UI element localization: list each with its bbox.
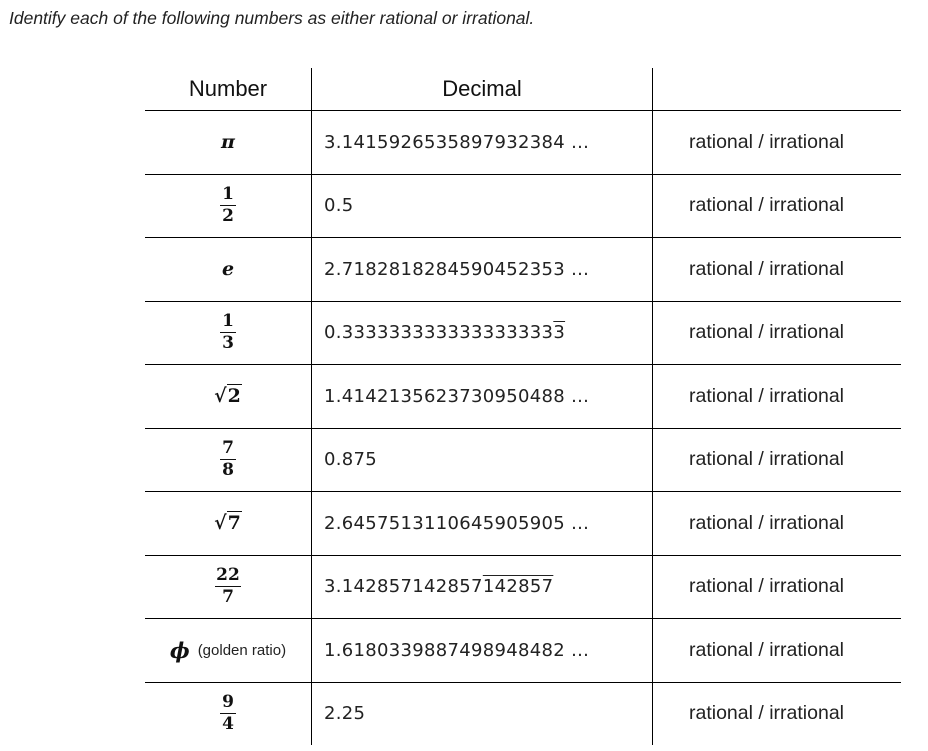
rational-irrational-choice[interactable]: rational / irrational (689, 511, 844, 534)
fraction-denominator: 7 (222, 587, 234, 608)
fraction-denominator: 3 (222, 333, 234, 354)
decimal-value: 0.5 (324, 195, 354, 217)
decimal-cell (311, 683, 653, 746)
fraction-denominator: 8 (222, 460, 234, 481)
decimal-value: 3.1415926535897932384 ... (324, 131, 590, 153)
radical-sign: √ (214, 385, 227, 408)
table-row (145, 555, 901, 619)
golden-ratio-note: (golden ratio) (197, 641, 287, 659)
square-root (214, 385, 242, 407)
radicand: 2 (227, 385, 241, 408)
choice-cell (653, 492, 901, 555)
table-header-row (145, 68, 901, 110)
fraction (220, 693, 236, 734)
number-cell (145, 365, 311, 428)
decimal-value: 1.4142135623730950488 ... (324, 385, 590, 407)
header-number: Number (188, 76, 268, 101)
repeating-digits: 3 (553, 322, 566, 344)
decimal-cell (311, 492, 653, 555)
header-number-cell (145, 68, 311, 110)
radicand: 7 (227, 512, 241, 535)
number-pi: π (221, 131, 235, 154)
table-row (145, 491, 901, 555)
number-cell (145, 111, 311, 174)
number-cell (145, 238, 311, 301)
decimal-cell (311, 302, 653, 365)
table-row (145, 364, 901, 428)
fraction-numerator: 1 (222, 184, 234, 205)
rational-irrational-choice[interactable]: rational / irrational (689, 194, 844, 217)
table-row (145, 301, 901, 365)
choice-cell (653, 556, 901, 619)
rational-irrational-choice[interactable]: rational / irrational (689, 321, 844, 344)
decimal-value: 2.6457513110645905905 ... (324, 512, 590, 534)
table-row (145, 428, 901, 492)
repeating-digits: 142857 (482, 576, 554, 598)
table-row (145, 110, 901, 174)
fraction-numerator: 22 (216, 565, 240, 586)
decimal-prefix: 0.333333333333333333 (324, 322, 554, 344)
decimal-value: 2.25 (324, 703, 366, 725)
choice-cell (653, 683, 901, 746)
rational-irrational-choice[interactable]: rational / irrational (689, 257, 844, 280)
number-cell (145, 429, 311, 492)
rational-irrational-choice[interactable]: rational / irrational (689, 384, 844, 407)
choice-cell (653, 619, 901, 682)
number-cell (145, 556, 311, 619)
rational-irrational-choice[interactable]: rational / irrational (689, 702, 844, 725)
rational-irrational-choice[interactable]: rational / irrational (689, 575, 844, 598)
rational-irrational-choice[interactable]: rational / irrational (689, 130, 844, 153)
number-cell (145, 492, 311, 555)
decimal-cell (311, 619, 653, 682)
decimal-cell (311, 365, 653, 428)
rational-irrational-table (145, 68, 901, 745)
choice-cell (653, 302, 901, 365)
header-decimal-cell (311, 68, 653, 110)
rational-irrational-choice[interactable]: rational / irrational (689, 638, 844, 661)
choice-cell (653, 429, 901, 492)
choice-cell (653, 111, 901, 174)
table-row (145, 174, 901, 238)
header-choice-cell (653, 68, 901, 110)
square-root (214, 512, 242, 534)
table-row (145, 682, 901, 746)
number-e: e (221, 258, 235, 281)
decimal-cell (311, 175, 653, 238)
fraction (220, 312, 236, 353)
decimal-prefix: 3.142857142857 (324, 576, 483, 598)
number-cell (145, 302, 311, 365)
fraction (215, 566, 241, 607)
choice-cell (653, 238, 901, 301)
choice-cell (653, 175, 901, 238)
fraction-numerator: 1 (222, 311, 234, 332)
decimal-value (324, 322, 565, 343)
decimal-value: 0.875 (324, 449, 378, 471)
decimal-cell (311, 556, 653, 619)
decimal-value: 1.6180339887498948482 ... (324, 639, 590, 661)
decimal-cell (311, 238, 653, 301)
fraction (220, 439, 236, 480)
fraction-numerator: 7 (222, 438, 234, 459)
fraction (220, 185, 236, 226)
decimal-value (324, 576, 553, 597)
table-row (145, 618, 901, 682)
number-phi: ϕ (169, 637, 190, 663)
decimal-cell (311, 429, 653, 492)
radical-sign: √ (214, 512, 227, 535)
number-cell (145, 175, 311, 238)
table-row (145, 237, 901, 301)
instruction-text: Identify each of the following numbers as either rational or irrational. (9, 8, 535, 28)
number-cell (145, 683, 311, 746)
choice-cell (653, 365, 901, 428)
rational-irrational-choice[interactable]: rational / irrational (689, 448, 844, 471)
number-cell (145, 619, 311, 682)
fraction-numerator: 9 (222, 692, 234, 713)
fraction-denominator: 2 (222, 206, 234, 227)
decimal-cell (311, 111, 653, 174)
decimal-value: 2.7182818284590452353 ... (324, 258, 590, 280)
fraction-denominator: 4 (222, 714, 234, 735)
header-decimal: Decimal (442, 76, 522, 101)
